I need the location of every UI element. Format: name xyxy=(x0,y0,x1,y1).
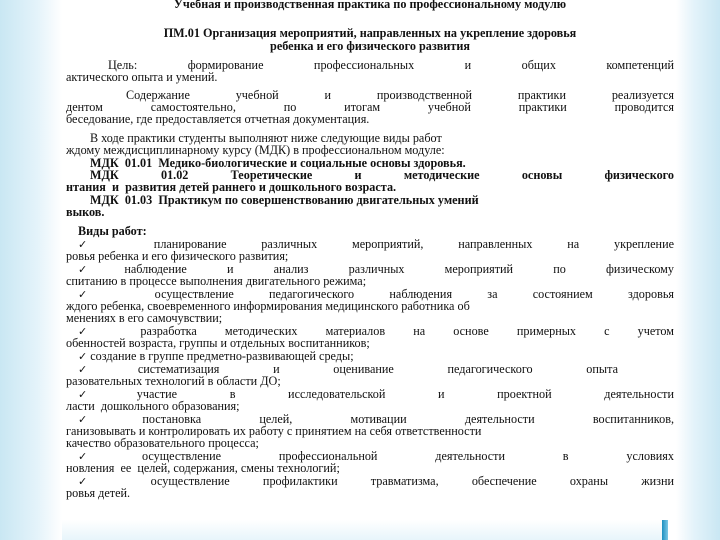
work-item-1-cont: ровья ребенка и его физического развития; xyxy=(66,249,289,263)
work-item-4: ✓ разработка методических материалов на основе примерных с учетом xyxy=(78,324,674,338)
title-line-3: ребенка и его физического развития xyxy=(270,39,470,53)
check-icon: ✓ xyxy=(78,238,119,251)
work-item-3-cont-2: менениях в его самочувствии; xyxy=(66,311,223,325)
work-item-7-cont: ласти дошкольного образования; xyxy=(66,399,240,413)
work-item-1: ✓ планирование различных мероприятий, направленных на укрепление xyxy=(78,237,674,251)
work-item-8: ✓ постановка целей, мотивации деятельности воспитанников, xyxy=(78,412,674,426)
left-frame xyxy=(0,0,62,540)
work-item-9-cont: новления ее целей, содержания, смены технологий; xyxy=(66,461,340,475)
check-icon: ✓ xyxy=(78,350,88,363)
mdk-01-03-line-2: выков. xyxy=(66,205,105,219)
mdk-intro-line-2: ждому междисциплинарному курсу (МДК) в профессиональном модуле: xyxy=(66,143,445,157)
work-item-8-cont-2: качество образовательного процесса; xyxy=(66,436,259,450)
work-item-6-cont: разовательных технологий в области ДО; xyxy=(66,374,281,388)
work-item-2: ✓ наблюдение и анализ различных мероприятий по физическому xyxy=(78,262,674,276)
title-line-1: Учебная и производственная практика по профессиональному модулю xyxy=(173,0,567,11)
check-icon: ✓ xyxy=(78,325,113,338)
check-icon: ✓ xyxy=(78,450,114,463)
check-icon: ✓ xyxy=(78,475,118,488)
work-item-7: ✓ участие в исследовательской и проектной деятельности xyxy=(78,387,674,401)
work-item-10-cont: ровья детей. xyxy=(66,486,131,500)
work-item-8-cont-1: ганизовывать и контролировать их работу с принятием на себя ответственности xyxy=(66,424,482,438)
content-line-2: дентом самостоятельно, по итогам учебной практики проводится xyxy=(66,100,674,114)
goal-line-1: Цель: формирование профессиональных и общих компетенций xyxy=(108,58,674,72)
content-line-3: беседование, где предоставляется отчетная документация. xyxy=(66,112,370,126)
mdk-intro-line-1: В ходе практики студенты выполняют ниже следующие виды работ xyxy=(90,131,442,145)
work-item-6: ✓ систематизация и оценивание педагогического опыта xyxy=(78,362,618,376)
content-line-1: Содержание учебной и производственной практики реализуется xyxy=(126,88,674,102)
mdk-01-01: МДК 01.01 Медико-биологические и социальные основы здоровья. xyxy=(90,156,466,170)
work-item-2-cont: спитанию в процессе выполнения двигательного режима; xyxy=(66,274,367,288)
check-icon: ✓ xyxy=(78,263,105,276)
work-item-5: ✓ создание в группе предметно-развивающей среды; xyxy=(78,349,354,363)
check-icon: ✓ xyxy=(78,413,114,426)
title-line-2: ПМ.01 Организация мероприятий, направленных на укрепление здоровья xyxy=(163,26,577,40)
mdk-01-03-line-1: МДК 01.03 Практикум по совершенствованию двигательных умений xyxy=(90,193,479,207)
work-item-3: ✓ осуществление педагогического наблюдения за состоянием здоровья xyxy=(78,287,674,301)
check-icon: ✓ xyxy=(78,388,111,401)
work-item-10: ✓ осуществление профилактики травматизма, обеспечение охраны жизни xyxy=(78,474,674,488)
mdk-01-02-line-2: нтания и развития детей раннего и дошкольного возраста. xyxy=(66,180,397,194)
check-icon: ✓ xyxy=(78,363,112,376)
bottom-frame xyxy=(62,520,662,540)
works-heading: Виды работ: xyxy=(78,224,147,238)
mdk-01-02-line-1: МДК 01.02 Теоретические и методические основы физического xyxy=(90,168,674,182)
document-page xyxy=(66,0,674,520)
work-item-9: ✓ осуществление профессиональной деятельности в условиях xyxy=(78,449,674,463)
work-item-4-cont: обенностей возраста, группы и отдельных воспитанников; xyxy=(66,336,370,350)
check-icon: ✓ xyxy=(78,288,120,301)
right-frame xyxy=(676,0,720,540)
work-item-3-cont-1: ждого ребенка, своевременного информирования медицинского работника об xyxy=(66,299,470,313)
goal-line-2: актического опыта и умений. xyxy=(66,70,218,84)
